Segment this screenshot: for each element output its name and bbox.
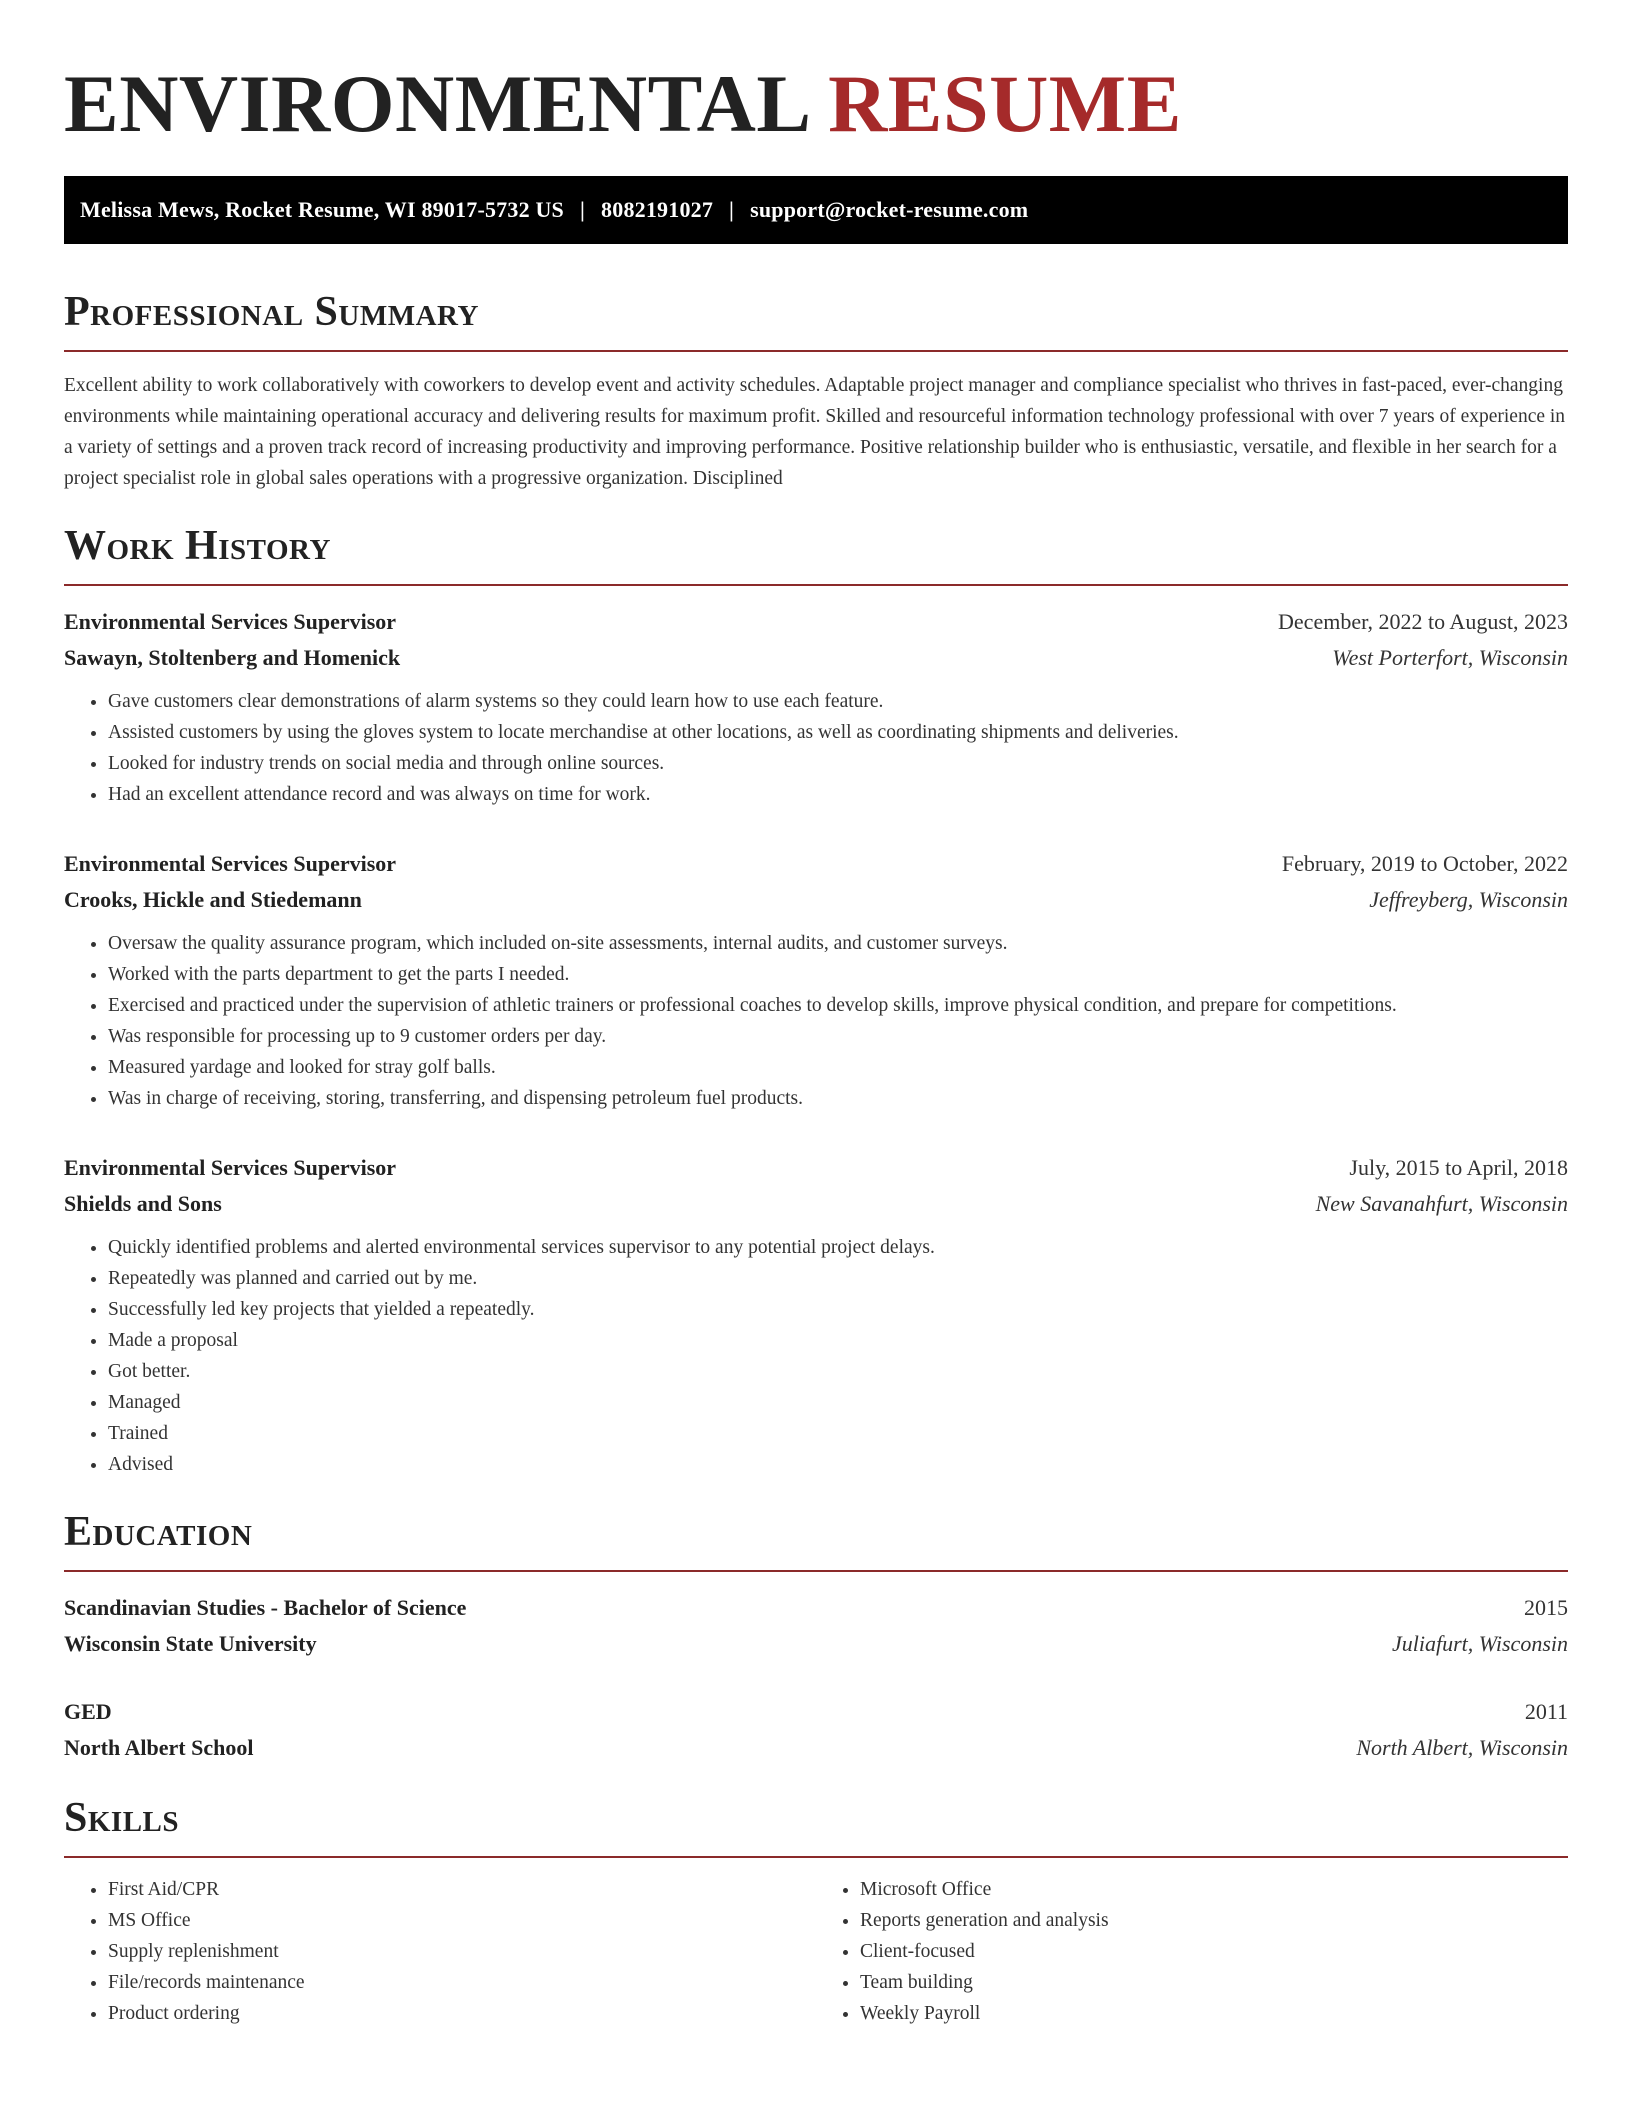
section-divider (64, 1570, 1568, 1572)
job-bullet: • Successfully led key projects that yielded a repeatedly. (108, 1294, 1568, 1325)
education-degree: GED (64, 1699, 112, 1724)
job-dates: July, 2015 to April, 2018 (1349, 1155, 1568, 1180)
skill-item: • Product ordering (108, 1998, 816, 2029)
contact-email: support@rocket-resume.com (750, 197, 1029, 222)
summary-text: Excellent ability to work collaboratively with coworkers to develop event and activity schedules. Adaptable project manager and compliance specialist who thrives in fast-paced, ever-changing environments while maintaining operational accuracy and delivering results for maximum profit. Skilled and resourceful information technology professional with over 7 years of experience in a variety of settings and a proven track record of increasing productivity and improving performance. Positive relationship builder who is enthusiastic, versatile, and flexible in her search for a project specialist role in global sales operations with a progressive organization. Disciplined (64, 375, 1566, 489)
job-dates: December, 2022 to August, 2023 (1278, 609, 1568, 634)
skill-item: • Client-focused (860, 1936, 1568, 1967)
document-title (64, 54, 1568, 154)
section-heading: Professional Summary (64, 289, 479, 335)
work-history-section (64, 522, 1568, 1480)
section-heading: Work History (64, 523, 331, 569)
job-bullets (64, 1232, 1568, 1480)
skill-item: • First Aid/CPR (108, 1874, 816, 1905)
education-entry (64, 1694, 1568, 1766)
job-title: Environmental Services Supervisor (64, 1155, 397, 1180)
contact-separator: | (580, 197, 586, 222)
skill-item: • File/records maintenance (108, 1967, 816, 1998)
education-section (64, 1508, 1568, 1766)
section-heading: Skills (64, 1795, 180, 1841)
job-bullet: • Measured yardage and looked for stray golf balls. (108, 1052, 1568, 1083)
job-bullet: • Made a proposal (108, 1325, 1568, 1356)
skills-column-right (816, 1874, 1568, 2029)
skills-grid (64, 1874, 1568, 2029)
section-divider (64, 350, 1568, 352)
education-location: North Albert, Wisconsin (1356, 1735, 1568, 1760)
section-heading: Education (64, 1509, 253, 1555)
job-bullet: • Gave customers clear demonstrations of alarm systems so they could learn how to use each feature. (108, 686, 1568, 717)
education-school: North Albert School (64, 1735, 254, 1760)
job-bullet: • Looked for industry trends on social media and through online sources. (108, 748, 1568, 779)
job-bullet: • Exercised and practiced under the supervision of athletic trainers or professional coaches to develop skills, improve physical condition, and prepare for competitions. (108, 990, 1568, 1021)
job-bullet: • Had an excellent attendance record and was always on time for work. (108, 779, 1568, 810)
job-location: Jeffreyberg, Wisconsin (1369, 887, 1568, 912)
job-title: Environmental Services Supervisor (64, 851, 397, 876)
job-company: Crooks, Hickle and Stiedemann (64, 887, 362, 912)
skill-item: • MS Office (108, 1905, 816, 1936)
section-divider (64, 584, 1568, 586)
job-entry (64, 1150, 1568, 1480)
job-entry (64, 846, 1568, 1114)
job-location: West Porterfort, Wisconsin (1332, 645, 1568, 670)
education-entry (64, 1590, 1568, 1662)
skills-column-left (64, 1874, 816, 2029)
job-location: New Savanahfurt, Wisconsin (1315, 1191, 1568, 1216)
title-main: ENVIRONMENTAL (64, 58, 808, 149)
job-entry (64, 604, 1568, 810)
job-bullet: • Quickly identified problems and alerted environmental services supervisor to any potential project delays. (108, 1232, 1568, 1263)
job-bullet: • Repeatedly was planned and carried out by me. (108, 1263, 1568, 1294)
job-company: Shields and Sons (64, 1191, 222, 1216)
education-school: Wisconsin State University (64, 1631, 317, 1656)
job-bullet: • Assisted customers by using the gloves system to locate merchandise at other locations, as well as coordinating shipments and deliveries. (108, 717, 1568, 748)
skill-item: • Microsoft Office (860, 1874, 1568, 1905)
job-bullet: • Got better. (108, 1356, 1568, 1387)
contact-phone: 8082191027 (601, 197, 714, 222)
job-bullet: • Was responsible for processing up to 9 customer orders per day. (108, 1021, 1568, 1052)
job-bullet: • Managed (108, 1387, 1568, 1418)
summary-section (64, 288, 1568, 494)
job-bullet: • Worked with the parts department to get the parts I needed. (108, 959, 1568, 990)
skill-item: • Team building (860, 1967, 1568, 1998)
education-year: 2015 (1524, 1595, 1568, 1620)
job-bullet: • Was in charge of receiving, storing, transferring, and dispensing petroleum fuel products. (108, 1083, 1568, 1114)
skill-item: • Supply replenishment (108, 1936, 816, 1967)
skills-section (64, 1794, 1568, 2029)
contact-bar (64, 176, 1568, 244)
job-bullet: • Oversaw the quality assurance program, which included on-site assessments, internal audits, and customer surveys. (108, 928, 1568, 959)
job-title: Environmental Services Supervisor (64, 609, 397, 634)
skill-item: • Weekly Payroll (860, 1998, 1568, 2029)
education-year: 2011 (1524, 1699, 1568, 1724)
skill-item: • Reports generation and analysis (860, 1905, 1568, 1936)
education-degree: Scandinavian Studies - Bachelor of Science (64, 1595, 467, 1620)
job-dates: February, 2019 to October, 2022 (1281, 851, 1568, 876)
contact-address: Melissa Mews, Rocket Resume, WI 89017-5732 US (80, 197, 564, 222)
job-company: Sawayn, Stoltenberg and Homenick (64, 645, 401, 670)
section-divider (64, 1856, 1568, 1858)
education-location: Juliafurt, Wisconsin (1392, 1631, 1568, 1656)
job-bullets (64, 928, 1568, 1114)
job-bullet: • Advised (108, 1449, 1568, 1480)
job-bullets (64, 686, 1568, 810)
job-bullet: • Trained (108, 1418, 1568, 1449)
title-accent: RESUME (828, 58, 1182, 149)
contact-separator: | (729, 197, 735, 222)
